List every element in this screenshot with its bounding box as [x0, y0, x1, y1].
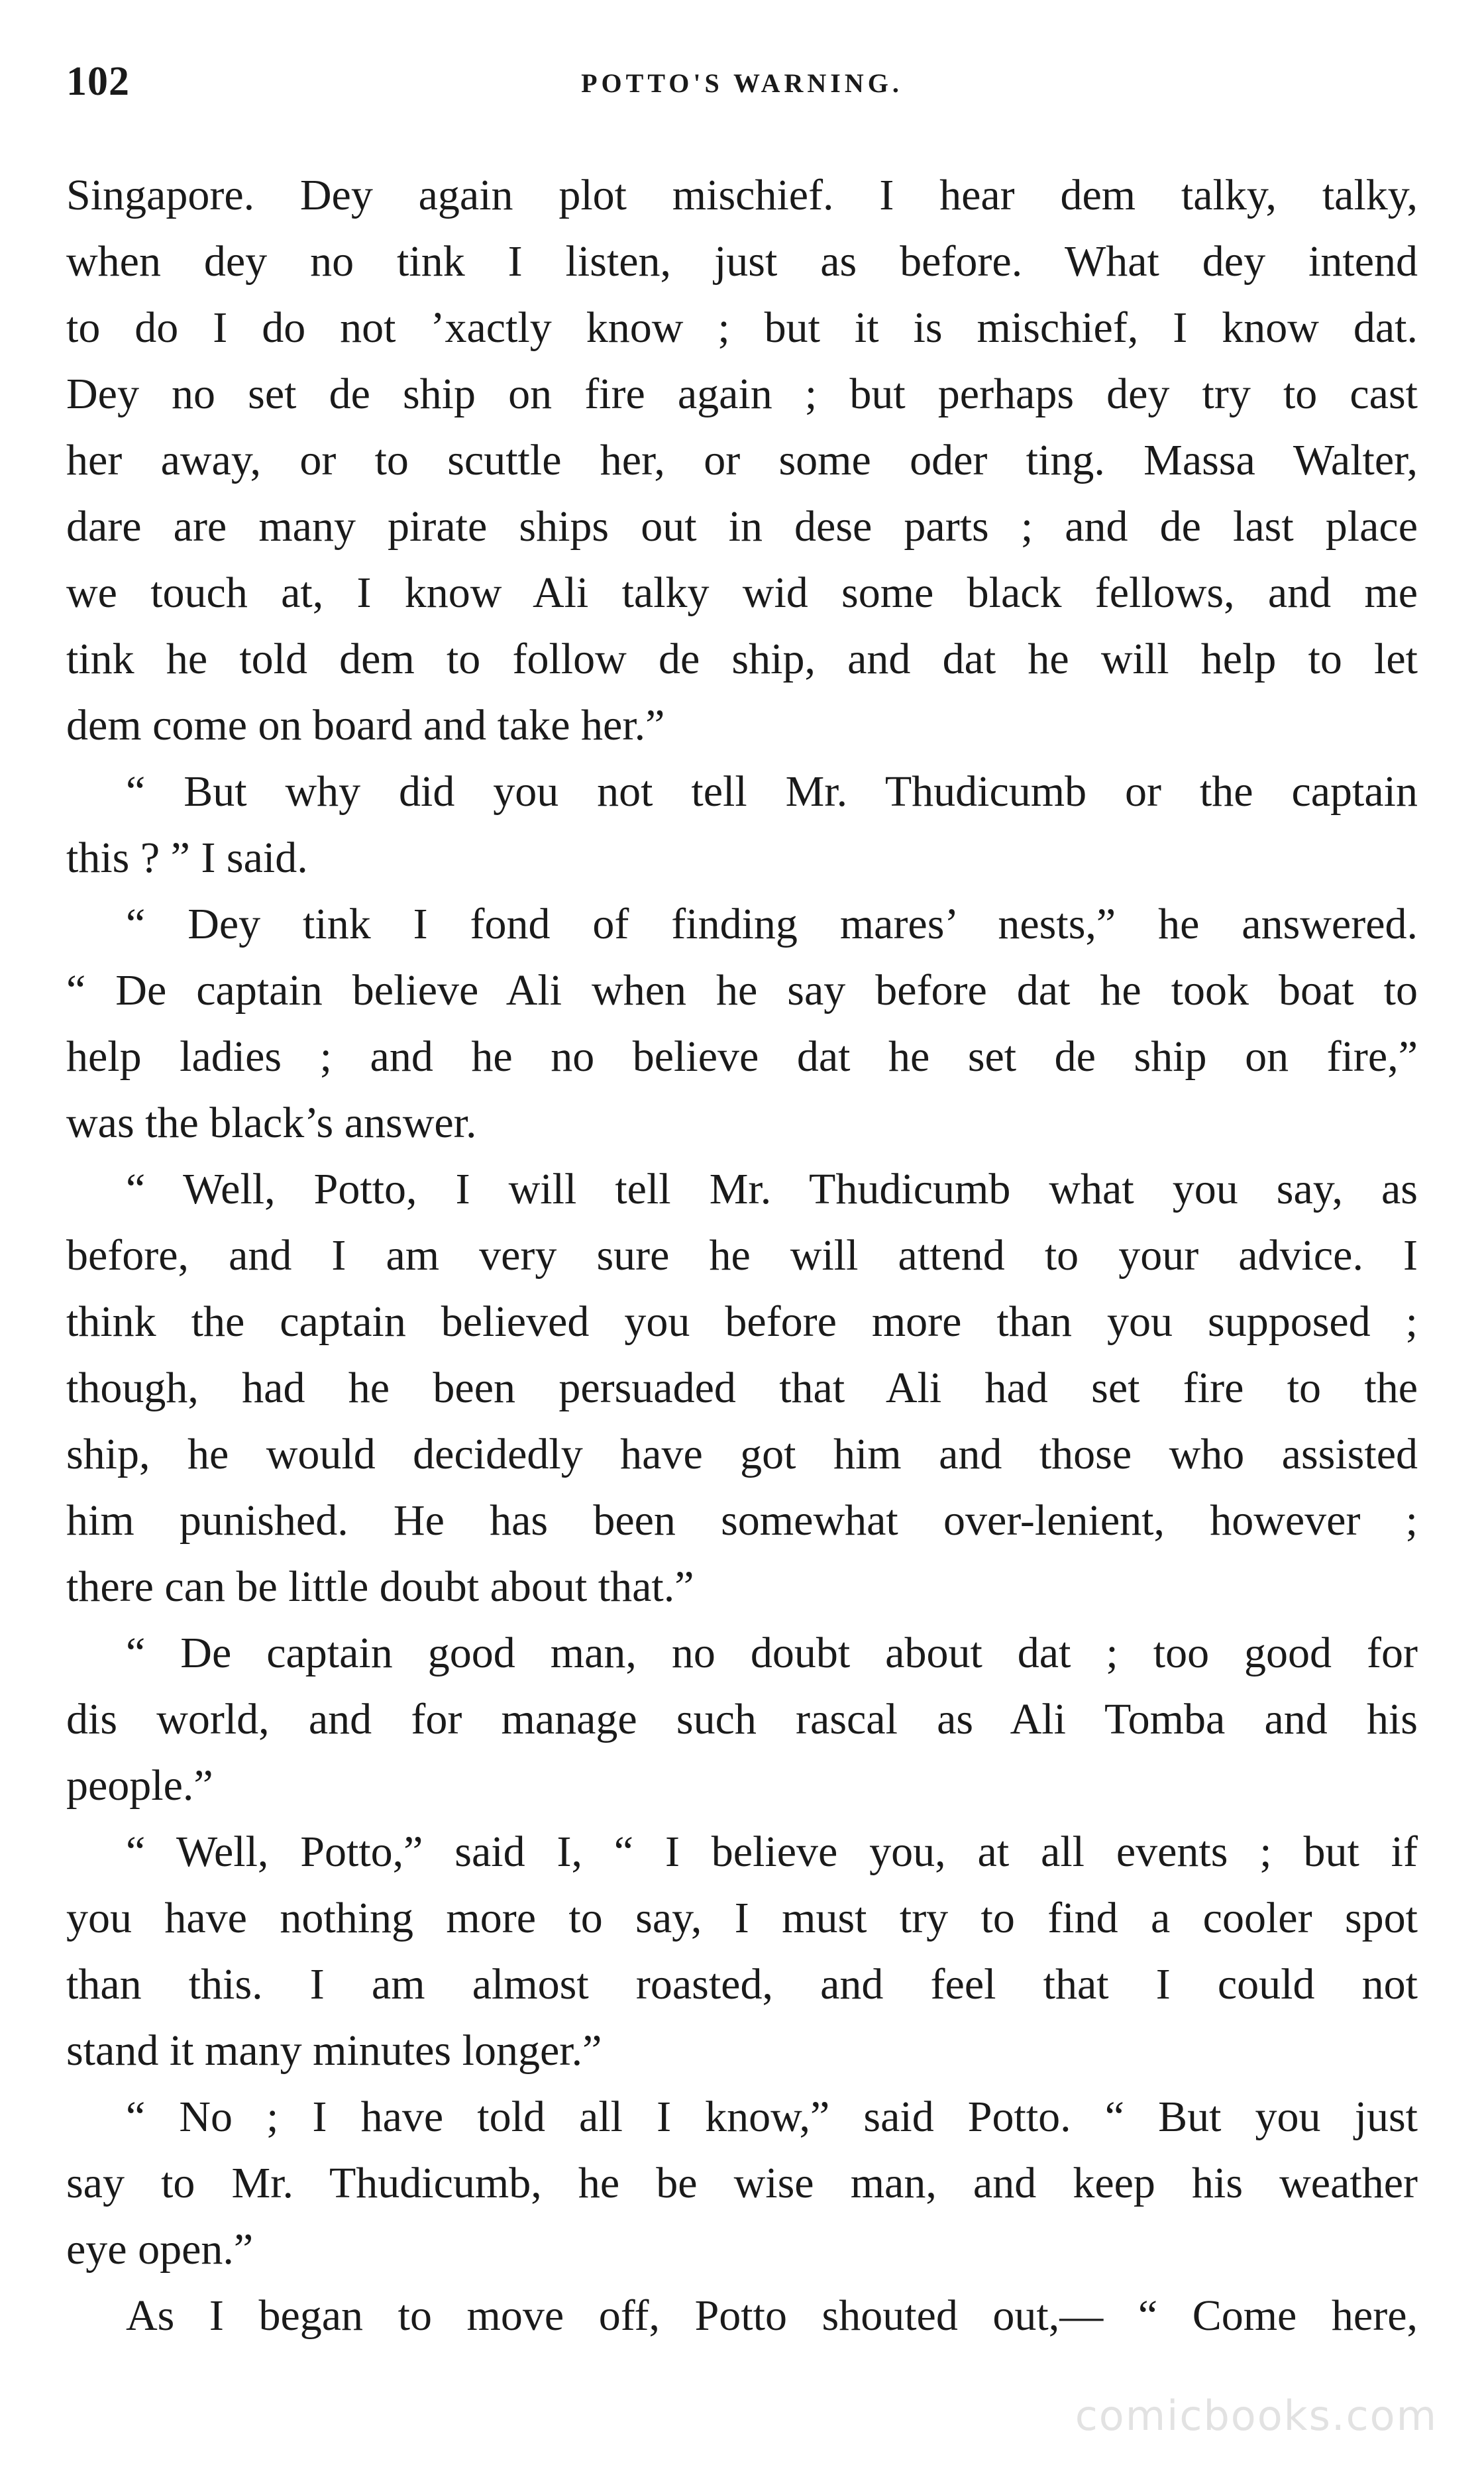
text-line: say to Mr. Thudicumb, he be wise man, and keep his weather	[66, 2159, 1418, 2207]
text-line: dem come on board and take her.”	[66, 701, 665, 749]
text-line: we touch at, I know Ali talky wid some black fellows, and me	[66, 569, 1418, 617]
text-line: to do I do not ’xactly know ; but it is mischief, I know dat.	[66, 303, 1418, 352]
body-text	[66, 162, 1418, 2349]
text-line: before, and I am very sure he will attend to your advice. I	[66, 1231, 1418, 1280]
text-line: Singapore. Dey again plot mischief. I hear dem talky, talky,	[66, 171, 1418, 219]
text-line: you have nothing more to say, I must try to find a cooler spot	[66, 1894, 1418, 1942]
text-line: him punished. He has been somewhat over-lenient, however ;	[66, 1496, 1418, 1545]
text-line: though, had he been persuaded that Ali had set fire to the	[66, 1364, 1418, 1412]
text-line: her away, or to scuttle her, or some oder ting. Massa Walter,	[66, 436, 1418, 484]
text-line: ship, he would decidedly have got him and those who assisted	[66, 1430, 1418, 1478]
text-line: people.”	[66, 1761, 213, 1810]
text-line: dis world, and for manage such rascal as Ali Tomba and his	[66, 1695, 1418, 1743]
text-line: think the captain believed you before more than you supposed ;	[66, 1297, 1418, 1346]
running-title: POTTO'S WARNING.	[581, 68, 903, 98]
text-line: “ Well, Potto, I will tell Mr. Thudicumb what you say, as	[126, 1165, 1418, 1213]
text-line: dare are many pirate ships out in dese parts ; and de last place	[66, 502, 1418, 551]
page-header	[66, 58, 1418, 118]
watermark: comicbooks.com	[1075, 2391, 1438, 2440]
text-line: “ De captain believe Ali when he say before dat he took boat to	[66, 966, 1418, 1015]
text-line: stand it many minutes longer.”	[66, 2026, 602, 2075]
text-line: tink he told dem to follow de ship, and dat he will help to let	[66, 635, 1418, 683]
text-line: Dey no set de ship on fire again ; but perhaps dey try to cast	[66, 370, 1418, 418]
text-line: when dey no tink I listen, just as before. What dey intend	[66, 237, 1418, 286]
text-line: help ladies ; and he no believe dat he set de ship on fire,”	[66, 1032, 1418, 1081]
text-line: “ De captain good man, no doubt about dat ; too good for	[126, 1629, 1418, 1677]
text-line: “ But why did you not tell Mr. Thudicumb or the captain	[126, 767, 1418, 816]
page-number: 102	[66, 59, 130, 104]
text-line: As I began to move off, Potto shouted out,— “ Come here,	[126, 2291, 1418, 2340]
text-line: was the black’s answer.	[66, 1099, 477, 1147]
text-line: “ Well, Potto,” said I, “ I believe you, at all events ; but if	[126, 1828, 1418, 1876]
text-line: “ Dey tink I fond of finding mares’ nests,” he answered.	[126, 900, 1418, 948]
text-line: eye open.”	[66, 2225, 254, 2274]
text-line: there can be little doubt about that.”	[66, 1563, 694, 1611]
text-line: this ? ” I said.	[66, 834, 308, 882]
text-line: “ No ; I have told all I know,” said Potto. “ But you just	[126, 2093, 1418, 2141]
text-line: than this. I am almost roasted, and feel that I could not	[66, 1960, 1418, 2008]
